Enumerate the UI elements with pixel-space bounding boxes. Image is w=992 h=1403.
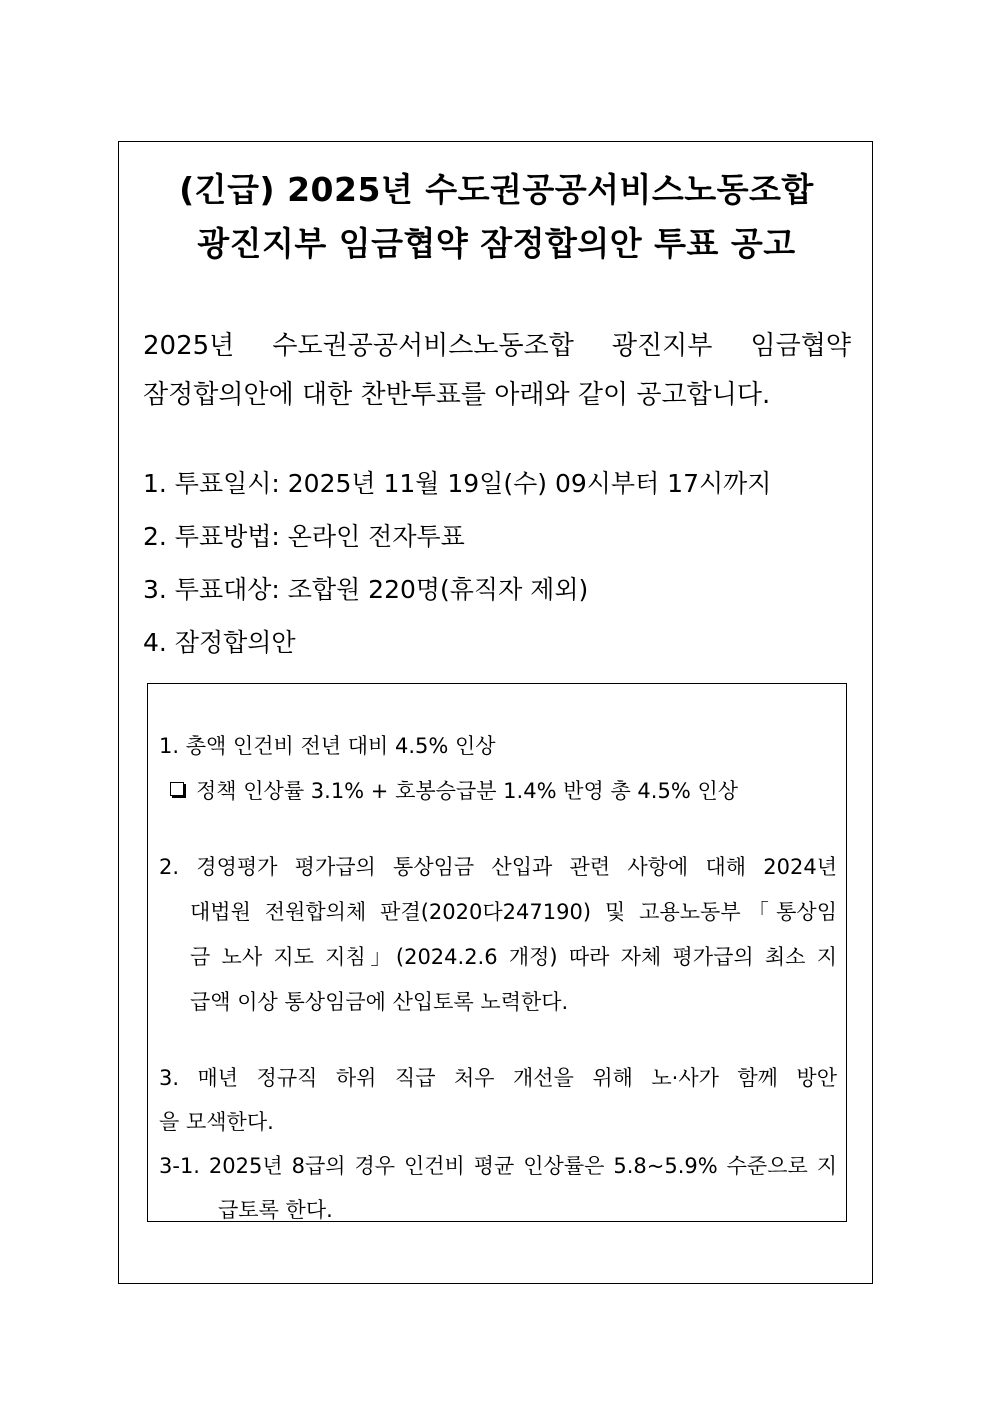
vote-date-item: 1. 투표일시: 2025년 11월 19일(수) 09시부터 17시까지 [143,469,772,498]
agreement-item-3-line-1: 3. 매년 정규직 하위 직급 처우 개선을 위해 노·사가 함께 방안 [159,1066,837,1090]
agreement-item-1-detail [170,775,738,805]
notice-title-line-1: (긴급) 2025년 수도권공공서비스노동조합 [179,170,814,209]
notice-title-line-2: 광진지부 임금협약 잠정합의안 투표 공고 [197,224,796,263]
agreement-item-2-line-1: 2. 경영평가 평가급의 통상임금 산입과 관련 사항에 대해 2024년 [159,855,837,879]
vote-method-item: 2. 투표방법: 온라인 전자투표 [143,522,465,551]
agreement-item-2-line-2: 대법원 전원합의체 판결(2020다247190) 및 고용노동부「통상임 [190,900,837,924]
agreement-item-3-1-line-1: 3-1. 2025년 8급의 경우 인건비 평균 인상률은 5.8~5.9% 수준으로 지 [159,1154,837,1178]
notice-frame [118,141,873,1284]
agreement-item-1: 1. 총액 인건비 전년 대비 4.5% 인상 [159,734,496,758]
intro-line-1: 2025년 수도권공공서비스노동조합 광진지부 임금협약 [143,331,851,361]
tentative-agreement-box [147,683,847,1222]
agreement-item-3-line-2: 을 모색한다. [159,1110,274,1134]
checkbox-bullet-icon [170,782,184,796]
agreement-item-2-line-4: 급액 이상 통상임금에 산입토록 노력한다. [190,990,569,1014]
agreement-item-3-1-line-2: 급토록 한다. [218,1198,333,1222]
intro-line-2: 잠정합의안에 대한 찬반투표를 아래와 같이 공고합니다. [143,380,771,410]
agreement-item-1-detail-text: 정책 인상률 3.1% + 호봉승급분 1.4% 반영 총 4.5% 인상 [196,779,739,803]
agreement-item-2-line-3: 금 노사 지도 지침」(2024.2.6 개정) 따라 자체 평가급의 최소 지 [190,945,837,969]
tentative-agreement-heading: 4. 잠정합의안 [143,628,296,657]
vote-target-item: 3. 투표대상: 조합원 220명(휴직자 제외) [143,575,589,604]
